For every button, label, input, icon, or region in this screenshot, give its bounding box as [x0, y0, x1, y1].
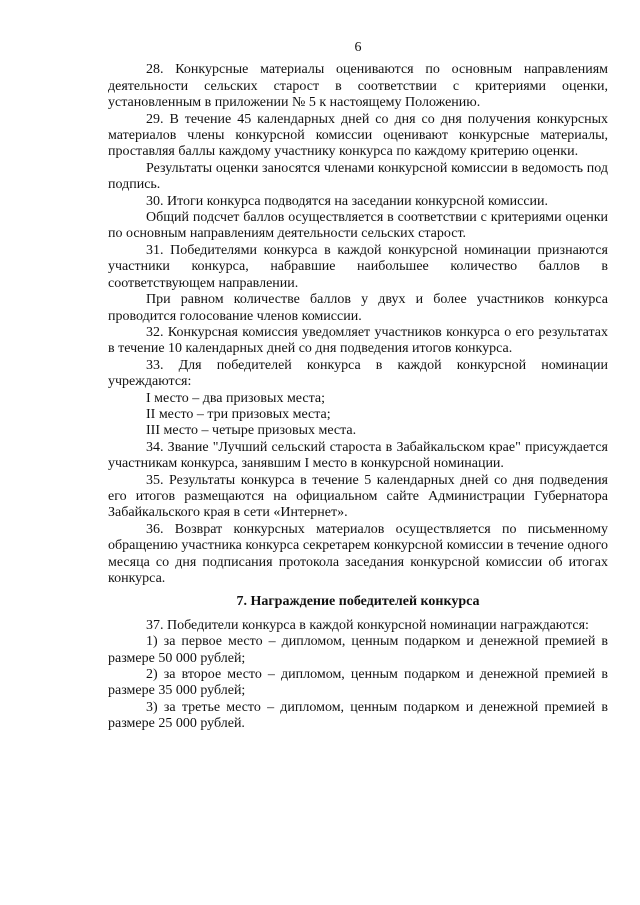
paragraph-28: 28. Конкурсные материалы оцениваются по основным направлениям деятельности сельских старост в соответствии с критериями оценки, установленным в приложении № 5 к настоящему Положению.: [108, 62, 608, 111]
document-page: [108, 40, 608, 733]
list-item-third-place: III место – четыре призовых места.: [146, 423, 357, 439]
list-item-second-place: II место – три призовых места;: [146, 406, 331, 422]
award-first-place: 1) за первое место – дипломом, ценным подарком и денежной премией в размере 50 000 рублей;: [108, 634, 608, 666]
paragraph-31: 31. Победителями конкурса в каждой конкурсной номинации признаются участники конкурса, набравшие наибольшее количество баллов в соответствующем направлении.: [108, 242, 608, 291]
paragraph-32: 32. Конкурсная комиссия уведомляет участников конкурса о его результатах в течение 10 календарных дней со дня подведения итогов конкурса.: [108, 324, 608, 357]
paragraph-29: 29. В течение 45 календарных дней со дня со дня получения конкурсных материалов члены конкурсной комиссии оценивают конкурсные материалы, проставляя баллы каждому участнику конкурса по каждому критерию оценки.: [108, 111, 608, 160]
paragraph-29-results: Результаты оценки заносятся членами конкурсной комиссии в ведомость под подпись.: [108, 160, 608, 193]
award-third-place: 3) за третье место – дипломом, ценным подарком и денежной премией в размере 25 000 рублей.: [108, 699, 608, 732]
paragraph-35: 35. Результаты конкурса в течение 5 календарных дней со дня подведения его итогов размещаются на официальном сайте Администрации Губернатора Забайкальского края в сети «Интернет».: [108, 472, 608, 521]
list-item-first-place: I место – два призовых места;: [146, 390, 325, 406]
paragraph-33: 33. Для победителей конкурса в каждой конкурсной номинации учреждаются:: [108, 357, 608, 390]
paragraph-30: 30. Итоги конкурса подводятся на заседании конкурсной комиссии.: [146, 193, 549, 209]
paragraph-30-scoring: Общий подсчет баллов осуществляется в соответствии с критериями оценки по основным направлениям деятельности сельских старост.: [108, 210, 608, 242]
page-number: 6: [354, 40, 362, 55]
section-heading: 7. Награждение победителей конкурса: [236, 594, 480, 610]
paragraph-36: 36. Возврат конкурсных материалов осуществляется по письменному обращению участника конкурса секретарем конкурсной комиссии в течение одного месяца со дня подписания протокола заседания конкурсной комиссии об итогах конкурса.: [108, 521, 608, 586]
paragraph-34: 34. Звание "Лучший сельский староста в Забайкальском крае" присуждается участникам конкурса, занявшим I место в конкурсной номинации.: [108, 439, 608, 472]
award-second-place: 2) за второе место – дипломом, ценным подарком и денежной премией в размере 35 000 рублей;: [108, 667, 608, 699]
paragraph-31-tie: При равном количестве баллов у двух и более участников конкурса проводится голосование членов комиссии.: [108, 292, 608, 324]
paragraph-37: 37. Победители конкурса в каждой конкурсной номинации награждаются:: [146, 617, 589, 633]
